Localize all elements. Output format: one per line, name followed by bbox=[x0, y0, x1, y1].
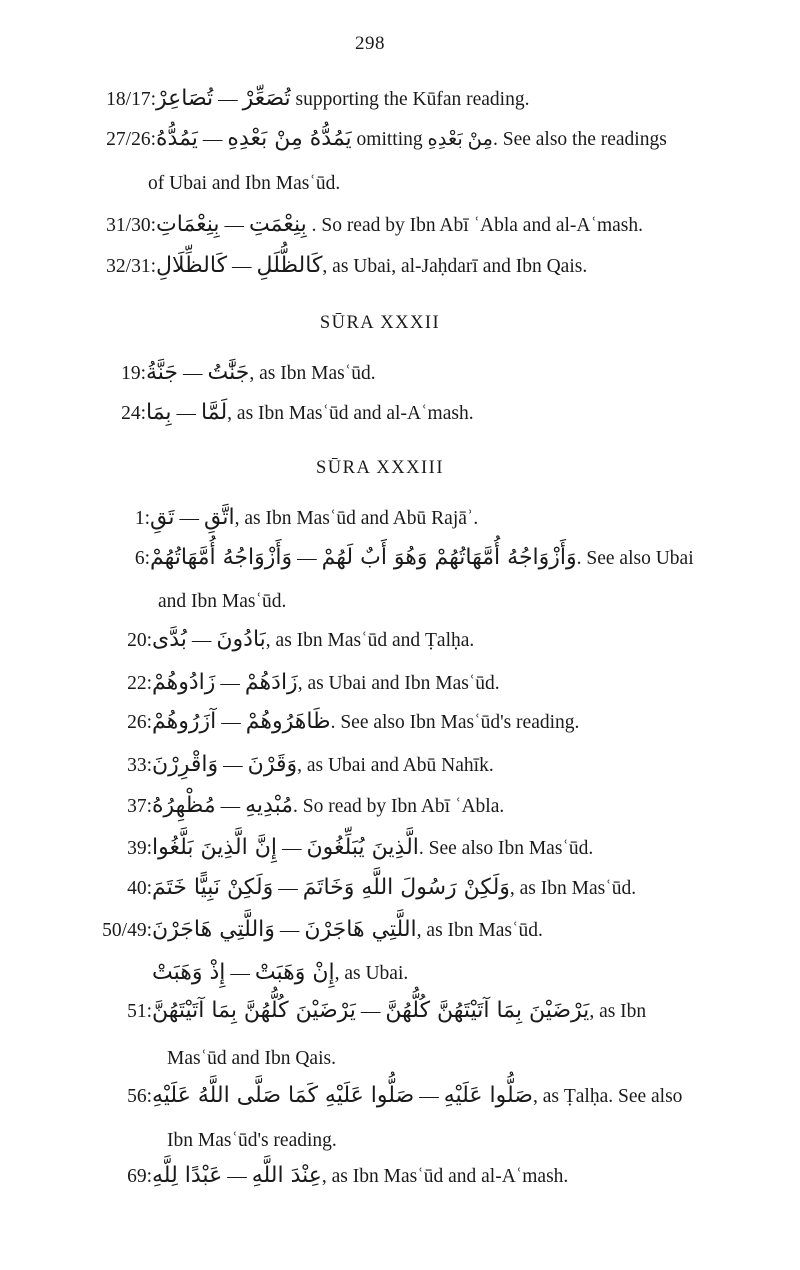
dash-separator: — bbox=[183, 363, 203, 384]
verse-number: 56: bbox=[127, 1086, 152, 1107]
dash-separator: — bbox=[220, 673, 240, 694]
variant-reading: إِذْ وَهَبَتْ bbox=[152, 960, 226, 985]
sura-heading-xxxiii: SŪRA XXXIII bbox=[315, 458, 444, 478]
verse-number: 20: bbox=[127, 630, 152, 651]
dash-separator: — bbox=[176, 403, 197, 424]
variant-reading: تُصَاعِرْ bbox=[156, 86, 214, 111]
verse-number: 51: bbox=[127, 1001, 152, 1022]
variant-reading: بِنِعْمَاتِ bbox=[156, 212, 220, 237]
verse-number: 1: bbox=[134, 508, 150, 529]
entry-line bbox=[112, 835, 593, 865]
verse-number: 27/26: bbox=[106, 129, 156, 150]
note-text: , as Ibn Masʿūd. bbox=[416, 920, 543, 941]
dash-separator: — bbox=[279, 920, 300, 941]
standard-reading: وَقَرْنَ bbox=[247, 752, 298, 777]
note-text: , as Ibn Masʿūd. bbox=[249, 363, 376, 384]
variant-reading: تَقِ bbox=[150, 505, 175, 530]
standard-reading: اتَّقِ bbox=[203, 505, 235, 530]
variant-reading: وَاللَّتِي هَاجَرْنَ bbox=[152, 917, 275, 942]
note-text: , as Ibn Masʿūd and al-Aʿmash. bbox=[321, 1166, 569, 1187]
variant-reading: يَرْضَيْنَ كُلُّهُنَّ بِمَا آتَيْتَهُنَّ bbox=[152, 998, 356, 1023]
entry-line bbox=[108, 360, 376, 390]
standard-reading: زَادَهُمْ bbox=[244, 670, 298, 695]
dash-separator: — bbox=[202, 129, 223, 150]
standard-reading: جَنَّٰتُ bbox=[207, 360, 250, 385]
standard-reading: وَأَزْوَاجُهُ أُمَّهَاتُهُمْ وَهُوَ أَبٌ لَهُمْ bbox=[321, 545, 577, 570]
entry-line bbox=[112, 670, 500, 700]
dash-separator: — bbox=[220, 796, 241, 817]
verse-number: 24: bbox=[121, 403, 146, 424]
note-text: . See also Ibn Masʿūd. bbox=[418, 838, 594, 859]
standard-reading: صَلُّوا عَلَيْهِ bbox=[443, 1083, 533, 1108]
standard-reading: يَرْضَيْنَ بِمَا آتَيْتَهُنَّ كُلُّهُنَّ bbox=[385, 998, 590, 1023]
note-text: . See also Ibn Masʿūd's reading. bbox=[330, 712, 580, 733]
variant-reading: عَبْدًا لِلَّهِ bbox=[152, 1163, 223, 1188]
note-continuation: Masʿūd and Ibn Qais. bbox=[167, 1048, 336, 1069]
variant-reading: إِنَّ الَّذِينَ بَلَّغُوا bbox=[152, 835, 277, 860]
verse-number: 6: bbox=[134, 548, 150, 569]
note-text: , as Ubai and Abū Nahīk. bbox=[297, 755, 494, 776]
entry-line bbox=[88, 917, 543, 947]
note-text: , as Ibn Masʿūd and al-Aʿmash. bbox=[227, 403, 474, 424]
entry-line bbox=[120, 505, 478, 535]
verse-number: 32/31: bbox=[106, 256, 156, 277]
entry-line bbox=[72, 86, 529, 116]
dash-separator: — bbox=[223, 755, 243, 776]
entry-line bbox=[120, 545, 694, 575]
entry-line bbox=[112, 793, 504, 823]
note-continuation: and Ibn Masʿūd. bbox=[158, 591, 287, 612]
note-text: , as Ibn Masʿūd and Abū Rajāʾ. bbox=[234, 508, 479, 529]
note-text: , as Ubai and Ibn Masʿūd. bbox=[297, 673, 500, 694]
verse-number: 18/17: bbox=[106, 89, 156, 110]
standard-reading: يَمُدُّهُ مِنْ بَعْدِهِ bbox=[227, 126, 352, 151]
note-text: omitting مِنْ بَعْدِهِ. See also the readings bbox=[351, 129, 667, 150]
variant-reading: زَادُوهُمْ bbox=[152, 670, 216, 695]
verse-number: 33: bbox=[127, 755, 152, 776]
dash-separator: — bbox=[419, 1086, 439, 1107]
entry-line bbox=[112, 1083, 682, 1113]
standard-reading: إِنْ وَهَبَتْ bbox=[254, 960, 335, 985]
dash-separator: — bbox=[278, 878, 298, 899]
verse-number: 26: bbox=[127, 712, 152, 733]
note-text: , as Ubai. bbox=[334, 963, 409, 984]
entry-line bbox=[112, 875, 636, 905]
verse-number: 50/49: bbox=[102, 920, 152, 941]
entry-line bbox=[72, 253, 587, 283]
variant-reading: وَأَزْوَاجُهُ أُمَّهَاتُهُمْ bbox=[150, 545, 293, 570]
dash-separator: — bbox=[179, 508, 199, 529]
verse-number: 19: bbox=[121, 363, 146, 384]
dash-separator: — bbox=[232, 256, 252, 277]
entry-line bbox=[88, 960, 408, 990]
variant-reading: وَاقْرِرْنَ bbox=[152, 752, 219, 777]
note-text: , as Ubai, al-Jaḥdarī and Ibn Qais. bbox=[322, 256, 588, 277]
entry-line bbox=[72, 212, 643, 242]
variant-reading: صَلُّوا عَلَيْهِ كَمَا صَلَّى اللَّهُ عَلَيْهِ bbox=[152, 1083, 415, 1108]
variant-reading: جَنَّةُ bbox=[146, 360, 179, 385]
variant-reading: بُدَّى bbox=[152, 627, 187, 652]
dash-separator: — bbox=[191, 630, 212, 651]
standard-reading: بَادُونَ bbox=[216, 627, 266, 652]
dash-separator: — bbox=[224, 215, 245, 236]
note-text: supporting the Kūfan reading. bbox=[290, 89, 530, 110]
dash-separator: — bbox=[221, 712, 241, 733]
standard-reading: عِنْدَ اللَّهِ bbox=[251, 1163, 322, 1188]
standard-reading: لَمَّا bbox=[201, 400, 228, 425]
variant-reading: كَالظِّلَالِ bbox=[156, 253, 228, 278]
standard-reading: كَالظُّلَلِ bbox=[256, 253, 323, 278]
dash-separator: — bbox=[218, 89, 238, 110]
dash-separator: — bbox=[297, 548, 317, 569]
note-text: , as Ibn Masʿūd. bbox=[509, 878, 637, 899]
entry-line bbox=[72, 126, 667, 156]
standard-reading: بِنِعْمَتِ bbox=[249, 212, 307, 237]
verse-number: 40: bbox=[127, 878, 152, 899]
entry-line bbox=[112, 1163, 568, 1193]
verse-number: 39: bbox=[127, 838, 152, 859]
note-text: . See also Ubai bbox=[576, 548, 694, 569]
note-text: , as Ibn Masʿūd and Ṭalḥa. bbox=[265, 630, 475, 651]
verse-number: 31/30: bbox=[106, 215, 156, 236]
entry-line bbox=[112, 627, 474, 657]
entry-line bbox=[112, 752, 494, 782]
note-text: , as Ibn bbox=[589, 1001, 647, 1022]
dash-separator: — bbox=[227, 1166, 247, 1187]
variant-reading: يَمُدُّهُ bbox=[156, 126, 198, 151]
verse-number: 22: bbox=[127, 673, 152, 694]
standard-reading: الَّذِينَ يُبَلِّغُونَ bbox=[306, 835, 419, 860]
note-text: , as Ṭalḥa. See also bbox=[532, 1086, 683, 1107]
standard-reading: ظَاهَرُوهُمْ bbox=[245, 709, 331, 734]
dash-separator: — bbox=[360, 1001, 381, 1022]
variant-reading: وَلَكِنْ نَبِيًّا خَتَمَ bbox=[152, 875, 274, 900]
variant-reading: آزَرُوهُمْ bbox=[152, 709, 217, 734]
page-number: 298 bbox=[355, 33, 385, 54]
sura-heading-xxxii: SŪRA XXXII bbox=[319, 313, 441, 333]
entry-line bbox=[108, 400, 474, 430]
variant-reading: بِمَا bbox=[146, 400, 172, 425]
note-text: . So read by Ibn Abī ʿAbla. bbox=[293, 796, 505, 817]
dash-separator: — bbox=[230, 963, 250, 984]
standard-reading: اللَّتِي هَاجَرْنَ bbox=[304, 917, 417, 942]
standard-reading: تُصَعِّرْ bbox=[242, 86, 291, 111]
variant-reading: مُظْهِرُهُ bbox=[152, 793, 216, 818]
standard-reading: مُبْدِيهِ bbox=[245, 793, 294, 818]
dash-separator: — bbox=[282, 838, 302, 859]
entry-line bbox=[112, 709, 579, 739]
note-continuation: of Ubai and Ibn Masʿūd. bbox=[148, 173, 341, 194]
verse-number: 69: bbox=[127, 1166, 152, 1187]
verse-number: 37: bbox=[127, 796, 152, 817]
standard-reading: وَلَكِنْ رَسُولَ اللَّهِ وَخَاتَمَ bbox=[302, 875, 510, 900]
entry-line bbox=[112, 998, 646, 1028]
note-continuation: Ibn Masʿūd's reading. bbox=[167, 1130, 337, 1151]
note-text: . So read by Ibn Abī ʿAbla and al-Aʿmash. bbox=[306, 215, 644, 236]
